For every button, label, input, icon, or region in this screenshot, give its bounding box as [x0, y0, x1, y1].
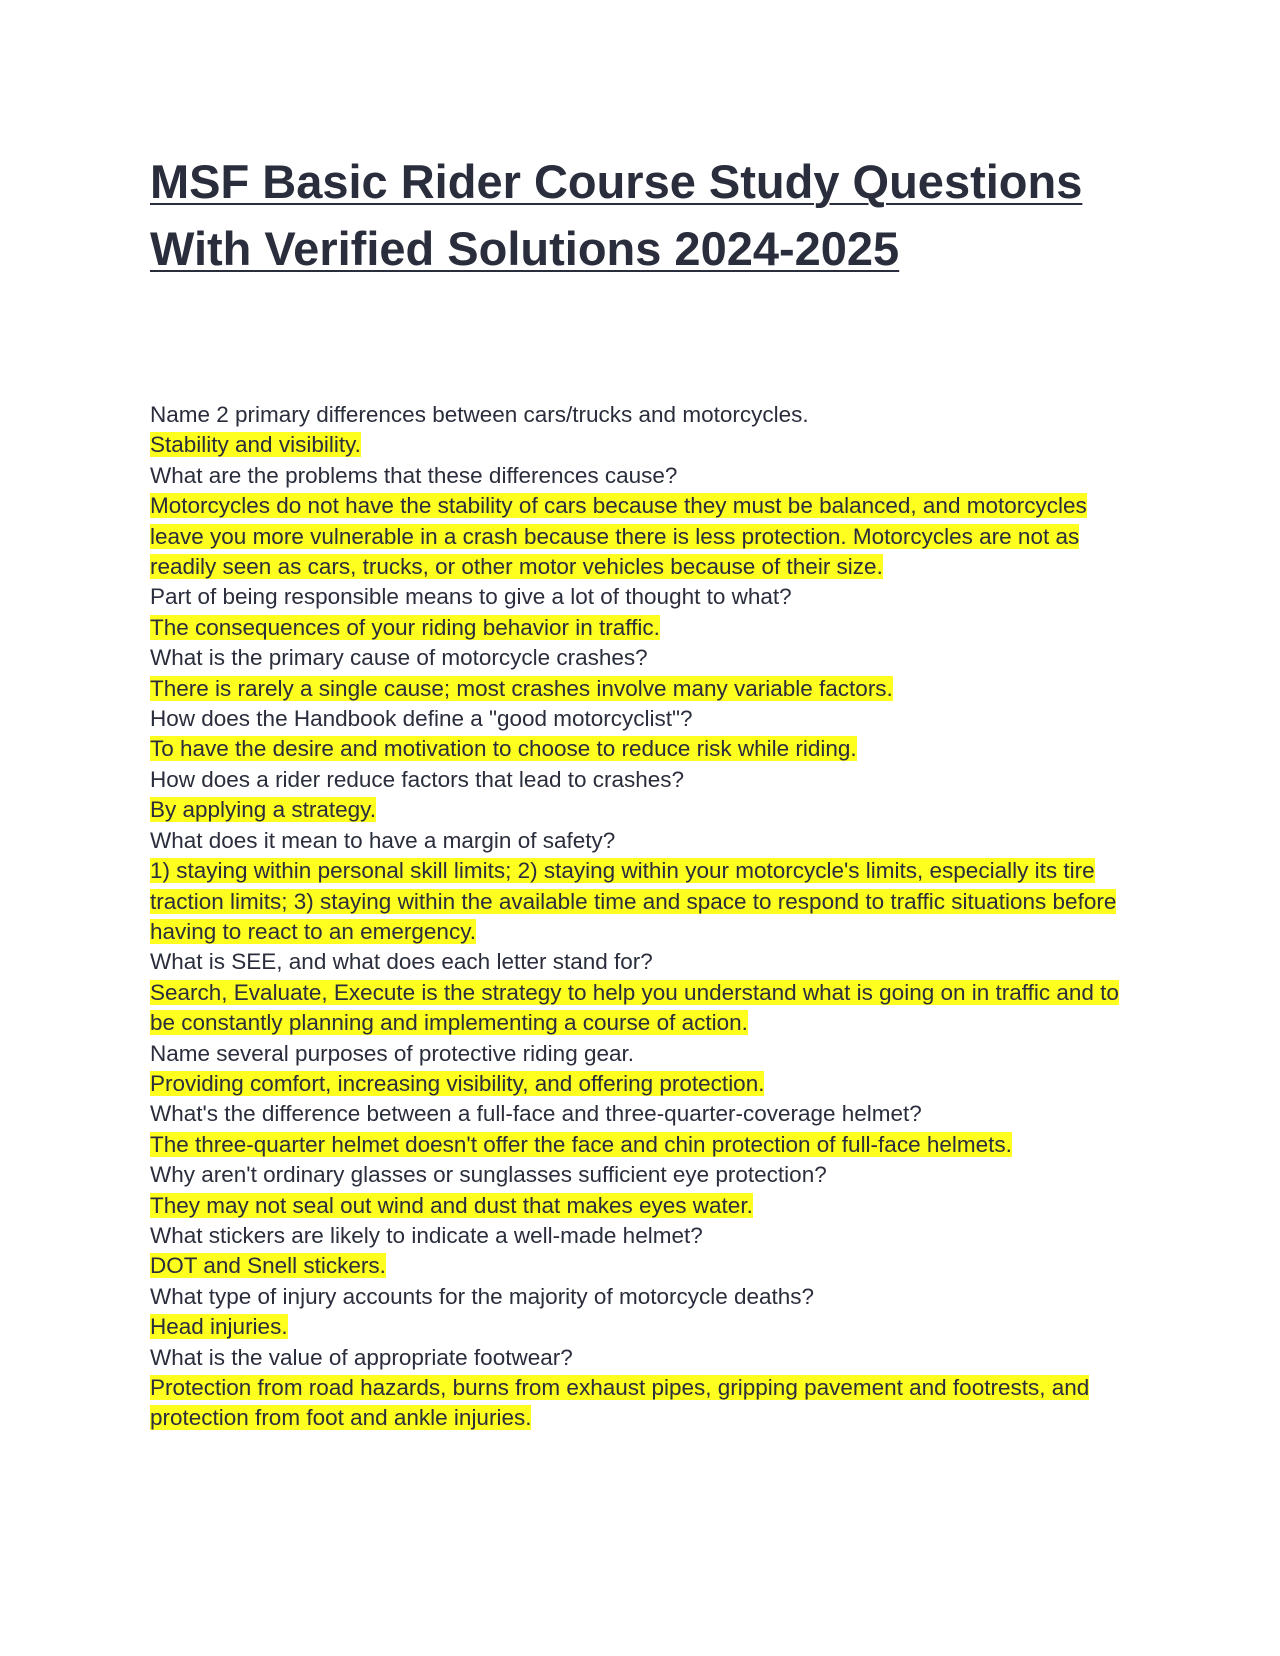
- question-text: What are the problems that these differences cause?: [150, 462, 678, 488]
- answer-text: Head injuries.: [150, 1314, 288, 1340]
- answer-text: They may not seal out wind and dust that makes eyes water.: [150, 1192, 753, 1218]
- qa-item: [150, 461, 1130, 583]
- answer-text: There is rarely a single cause; most crashes involve many variable factors.: [150, 675, 893, 701]
- qa-item: [150, 582, 1130, 643]
- question-text: Name several purposes of protective riding gear.: [150, 1040, 635, 1066]
- qa-item: [150, 1099, 1130, 1160]
- qa-item: [150, 1039, 1130, 1100]
- answer-text: DOT and Snell stickers.: [150, 1253, 386, 1279]
- qa-item: [150, 643, 1130, 704]
- qa-item: [150, 826, 1130, 948]
- qa-item: [150, 400, 1130, 461]
- qa-item: [150, 704, 1130, 765]
- question-text: What type of injury accounts for the majority of motorcycle deaths?: [150, 1283, 815, 1309]
- question-text: Why aren't ordinary glasses or sunglasses sufficient eye protection?: [150, 1162, 827, 1188]
- document-title: MSF Basic Rider Course Study Questions With Verified Solutions 2024-2025: [150, 155, 1083, 275]
- qa-item: [150, 1221, 1130, 1282]
- answer-text: To have the desire and motivation to choose to reduce risk while riding.: [150, 736, 857, 762]
- answer-text: 1) staying within personal skill limits; 2) staying within your motorcycle's limits, especially its tire traction limits; 3) staying within the available time and space to respond to traffic situations before having to react to an emergency.: [150, 858, 1117, 944]
- qa-item: [150, 1160, 1130, 1221]
- answer-text: Search, Evaluate, Execute is the strategy to help you understand what is going on in traffic and to be constantly planning and implementing a course of action.: [150, 979, 1119, 1036]
- question-text: How does the Handbook define a "good motorcyclist"?: [150, 706, 693, 732]
- document-page: [150, 148, 1150, 1431]
- question-text: What is the primary cause of motorcycle crashes?: [150, 645, 648, 671]
- answer-text: Motorcycles do not have the stability of cars because they must be balanced, and motorcycles leave you more vulnerable in a crash because there is less protection. Motorcycles are not as readily seen as cars, trucks, or other motor vehicles because of their size.: [150, 493, 1087, 580]
- answer-text: Protection from road hazards, burns from exhaust pipes, gripping pavement and footrests, and protection from foot and ankle injuries.: [150, 1375, 1090, 1431]
- question-text: What stickers are likely to indicate a well-made helmet?: [150, 1222, 703, 1248]
- answer-text: By applying a strategy.: [150, 797, 376, 823]
- qa-list: [150, 400, 1130, 1434]
- qa-item: [150, 1282, 1130, 1343]
- qa-item: [150, 765, 1130, 826]
- question-text: Part of being responsible means to give a lot of thought to what?: [150, 584, 792, 610]
- answer-text: Stability and visibility.: [150, 432, 361, 458]
- question-text: What does it mean to have a margin of safety?: [150, 827, 616, 853]
- answer-text: Providing comfort, increasing visibility, and offering protection.: [150, 1070, 765, 1096]
- answer-text: The three-quarter helmet doesn't offer the face and chin protection of full-face helmets.: [150, 1131, 1012, 1157]
- answer-text: The consequences of your riding behavior in traffic.: [150, 614, 660, 640]
- question-text: How does a rider reduce factors that lead to crashes?: [150, 766, 685, 792]
- question-text: What is the value of appropriate footwear?: [150, 1344, 573, 1370]
- question-text: Name 2 primary differences between cars/trucks and motorcycles.: [150, 402, 809, 427]
- qa-item: [150, 947, 1130, 1038]
- qa-item: [150, 1343, 1130, 1434]
- question-text: What's the difference between a full-face and three-quarter-coverage helmet?: [150, 1101, 922, 1127]
- question-text: What is SEE, and what does each letter stand for?: [150, 949, 653, 975]
